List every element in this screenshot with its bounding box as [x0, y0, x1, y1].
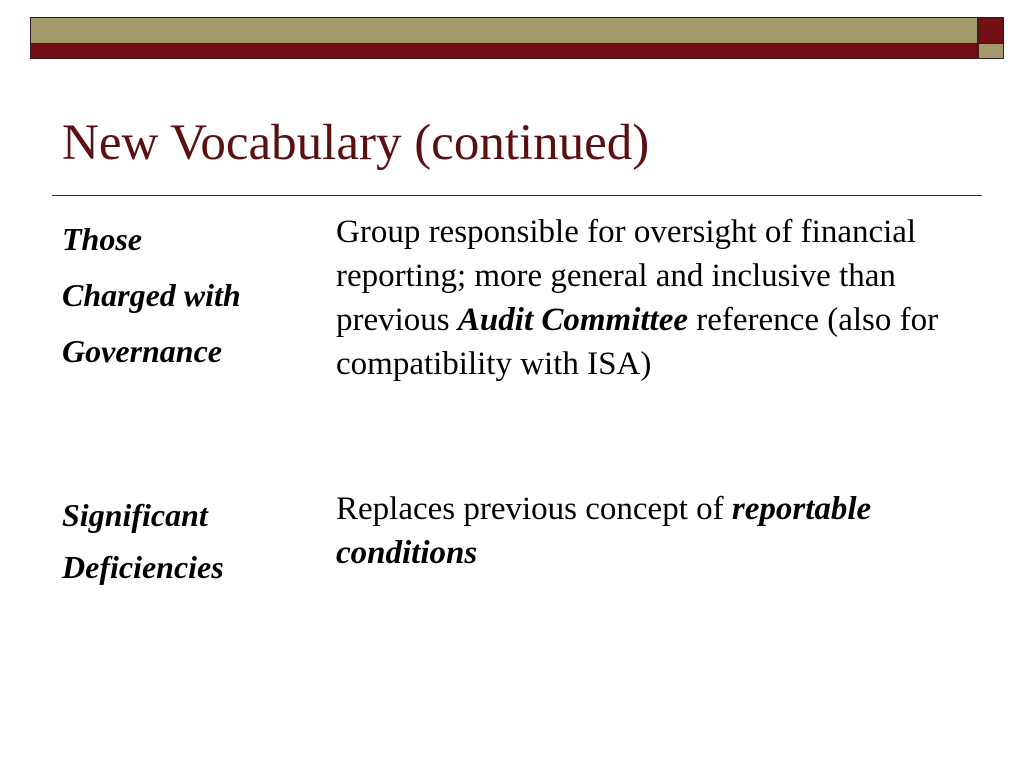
- term-line: Those: [62, 221, 142, 257]
- term-line: Significant: [62, 497, 208, 533]
- definition-emphasis: Audit Committee: [457, 302, 689, 338]
- term-line: Governance: [62, 333, 222, 369]
- definition-emphasis: reportable conditions: [336, 491, 872, 571]
- header-band-maroon-stripe: [31, 44, 977, 58]
- term-those-charged-with-governance: [62, 211, 241, 379]
- definition-significant-deficiencies: [336, 487, 976, 575]
- definition-text: reference (also for compatibility with ISA): [336, 302, 939, 382]
- definition-text: Group responsible for oversight of financial reporting; more general and inclusive than previous: [336, 214, 917, 338]
- title-divider: [52, 195, 982, 196]
- header-corner-maroon-square: [979, 18, 1003, 44]
- header-corner-olive-square: [979, 44, 1003, 58]
- term-line: Deficiencies: [62, 549, 224, 585]
- header-band-olive-stripe: [31, 18, 977, 44]
- term-significant-deficiencies: [62, 489, 224, 593]
- header-band: [30, 17, 978, 59]
- slide-title: New Vocabulary (continued): [62, 115, 650, 171]
- header-corner-block: [978, 17, 1004, 59]
- term-line: Charged with: [62, 277, 241, 313]
- definition-those-charged-with-governance: [336, 210, 976, 386]
- definition-text: Replaces previous concept of: [336, 491, 732, 527]
